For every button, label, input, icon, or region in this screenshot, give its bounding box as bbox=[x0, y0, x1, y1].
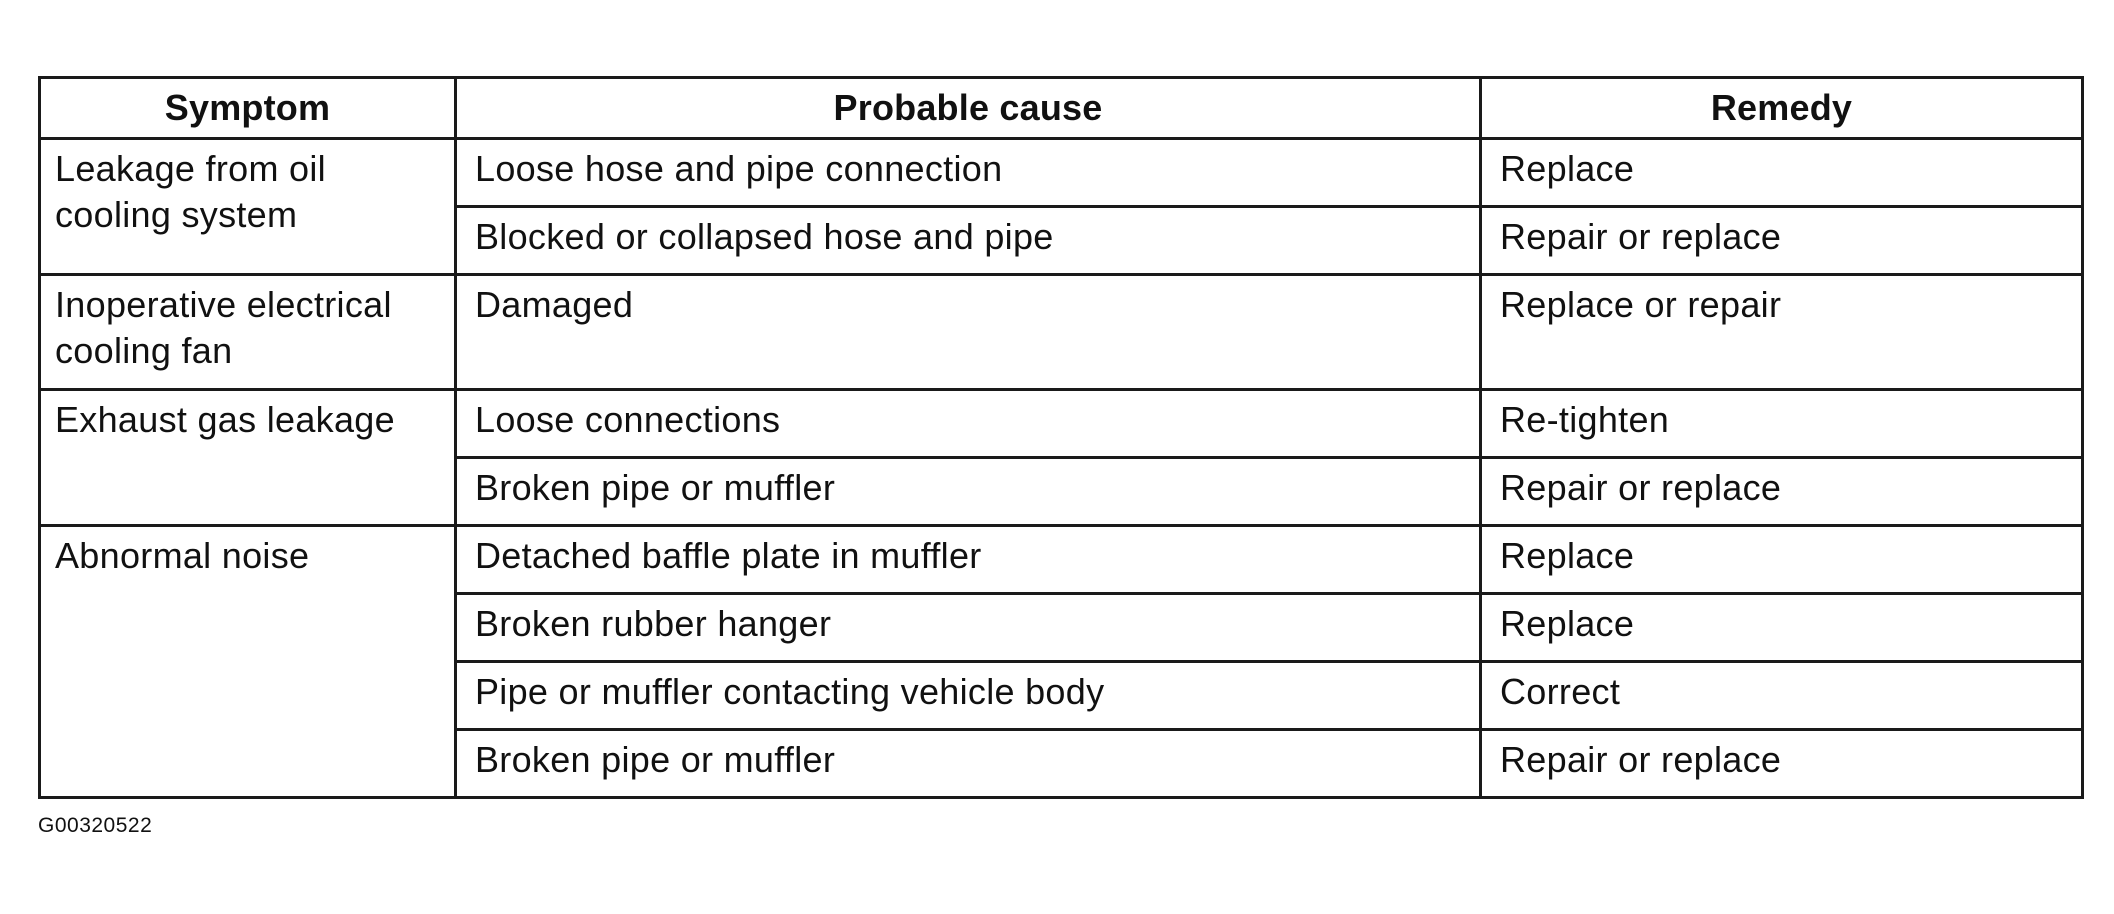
symptom-cell: Inoperative electrical cooling fan bbox=[40, 275, 456, 390]
remedy-cell: Re-tighten bbox=[1481, 390, 2083, 458]
remedy-cell: Repair or replace bbox=[1481, 730, 2083, 798]
cause-cell: Damaged bbox=[456, 275, 1481, 390]
remedy-cell: Replace bbox=[1481, 139, 2083, 207]
header-row bbox=[40, 78, 2083, 139]
cause-cell: Pipe or muffler contacting vehicle body bbox=[456, 662, 1481, 730]
table-header bbox=[40, 78, 2083, 139]
header-probable-cause: Probable cause bbox=[456, 78, 1481, 139]
cause-cell: Loose hose and pipe connection bbox=[456, 139, 1481, 207]
remedy-cell: Repair or replace bbox=[1481, 458, 2083, 526]
symptom-cell: Leakage from oil cooling system bbox=[40, 139, 456, 275]
cause-cell: Detached baffle plate in muffler bbox=[456, 526, 1481, 594]
cause-cell: Broken pipe or muffler bbox=[456, 730, 1481, 798]
remedy-cell: Replace or repair bbox=[1481, 275, 2083, 390]
table-row bbox=[40, 526, 2083, 594]
troubleshooting-table bbox=[38, 76, 2084, 799]
figure-id-label: G00320522 bbox=[38, 814, 153, 837]
cause-cell: Loose connections bbox=[456, 390, 1481, 458]
header-remedy: Remedy bbox=[1481, 78, 2083, 139]
table-row bbox=[40, 275, 2083, 390]
remedy-cell: Correct bbox=[1481, 662, 2083, 730]
cause-cell: Broken pipe or muffler bbox=[456, 458, 1481, 526]
table-body bbox=[40, 139, 2083, 798]
table-row bbox=[40, 139, 2083, 207]
remedy-cell: Repair or replace bbox=[1481, 207, 2083, 275]
cause-cell: Blocked or collapsed hose and pipe bbox=[456, 207, 1481, 275]
header-symptom: Symptom bbox=[40, 78, 456, 139]
symptom-cell: Abnormal noise bbox=[40, 526, 456, 798]
remedy-cell: Replace bbox=[1481, 594, 2083, 662]
table-row bbox=[40, 390, 2083, 458]
symptom-cell: Exhaust gas leakage bbox=[40, 390, 456, 526]
cause-cell: Broken rubber hanger bbox=[456, 594, 1481, 662]
remedy-cell: Replace bbox=[1481, 526, 2083, 594]
